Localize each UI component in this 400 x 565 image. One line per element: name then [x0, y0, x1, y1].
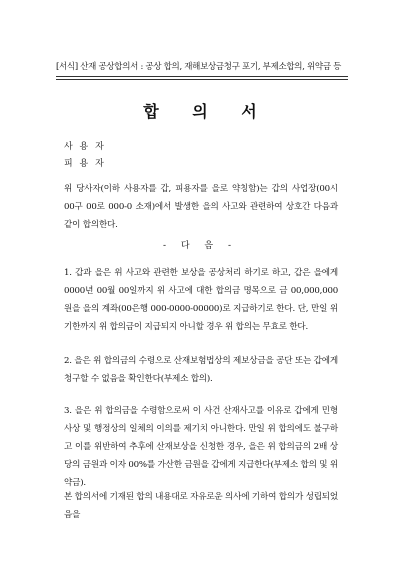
document-category-header: [서식] 산재 공상합의서 : 공상 합의, 재해보상금청구 포기, 부제소합의, 위약금 등 [56, 62, 342, 72]
clause-2: 2. 을은 위 합의금의 수령으로 산재보험법상의 제보상금을 공단 또는 갑에게 청구할 수 없음을 확인한다(부제소 합의). [64, 356, 338, 384]
document-title: 합 의 서 [143, 102, 271, 121]
party-employer-label: 사 용 자 [64, 142, 106, 152]
header-divider-bottom [56, 79, 348, 80]
clause-3: 3. 을은 위 합의금을 수령함으로써 이 사건 산재사고를 이유로 갑에게 민형사상 및 행정상의 일체의 이의를 제기치 아니한다. 만일 위 합의에도 불구하고 이를 위반하여 추후에 산재보상을 신청한 경우, 을은 위 합의금의 2배 상당의 금원과 이자 00%를 가산한 금원을 갑에게 지급한다(부제소 합의 및 위약금). [64, 406, 338, 488]
clause-1: 1. 갑과 을은 위 사고와 관련한 보상을 공상처리 하기로 하고, 갑은 을에게 0000년 00월 00일까지 위 사고에 대한 합의금 명목으로 금 00,000,000원을 을의 계좌(00은행 000-0000-00000)로 지급하기로 한다. 단, 만일 위 기한까지 위 합의금이 지급되지 아니할 경우 위 합의는 무효로 한다. [64, 268, 338, 332]
intro-paragraph: 위 당사자(이하 사용자를 갑, 피용자를 을로 약칭함)는 갑의 사업장(00시 00구 00로 000-0 소재)에서 발생한 을의 사고와 관련하여 상호간 다음과 같이 합의한다. [64, 184, 338, 230]
header-divider-top [56, 76, 348, 77]
section-divider: - 다 음 - [162, 241, 238, 251]
closing-paragraph: 본 합의서에 기재된 합의 내용대로 자유로운 의사에 기하여 합의가 성립되었음을 [64, 492, 338, 520]
party-employee-label: 피 용 자 [64, 159, 106, 169]
